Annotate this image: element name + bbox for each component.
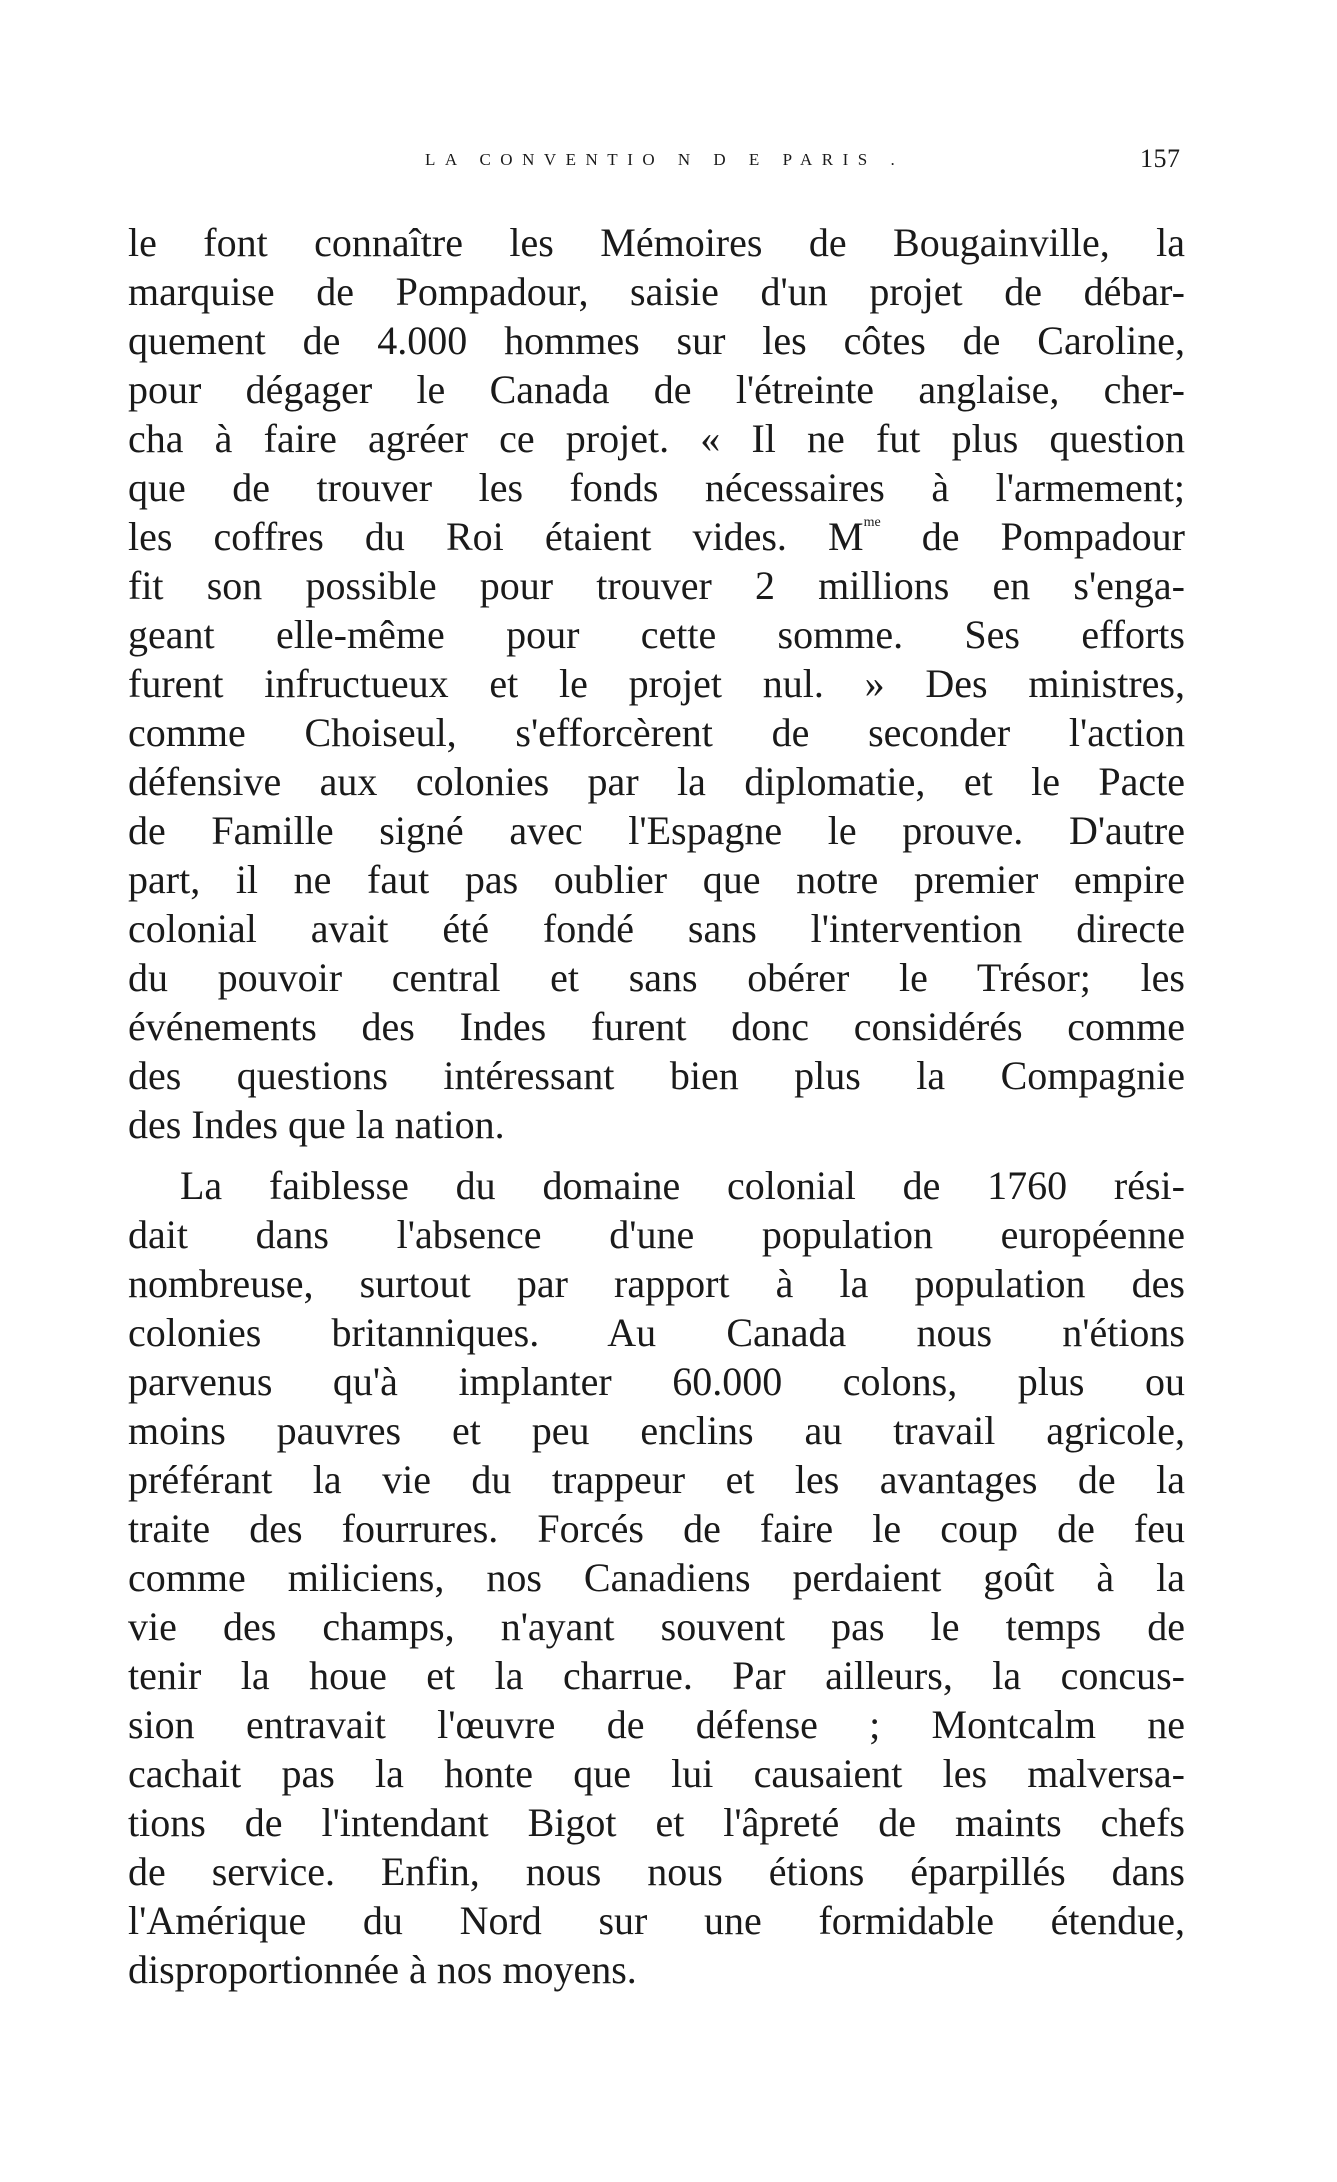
text-line: disproportionnée à nos moyens. [128,1947,637,1992]
paragraph-2 [128,1161,1185,1994]
page-number: 157 [1140,144,1181,173]
text-line: fit son possible pour trouver 2 millions en s'enga- [128,563,1185,608]
text-line: moins pauvres et peu enclins au travail agricole, [128,1408,1185,1453]
text-line: cha à faire agréer ce projet. « Il ne fut plus question [128,416,1185,461]
text-line: colonial avait été fondé sans l'intervention directe [128,906,1185,951]
text-line: nombreuse, surtout par rapport à la population des [128,1261,1185,1306]
text-line: La faiblesse du domaine colonial de 1760 rési- [180,1163,1185,1208]
text-line: cachait pas la honte que lui causaient les malversa- [128,1751,1185,1796]
text-line: furent infructueux et le projet nul. » Des ministres, [128,661,1185,706]
text-line: événements des Indes furent donc considérés comme [128,1004,1185,1049]
text-line: pour dégager le Canada de l'étreinte anglaise, cher- [128,367,1185,412]
body-text [128,218,1185,1994]
text-line: traite des fourrures. Forcés de faire le coup de feu [128,1506,1185,1551]
text-line: que de trouver les fonds nécessaires à l'armement; [128,465,1185,510]
text-fragment: les coffres du Roi étaient vides. M [128,514,864,559]
running-title: LA CONVENTIO N D E PARIS . [425,150,905,169]
text-fragment: de Pompadour [880,514,1185,559]
paragraph-1 [128,218,1185,1149]
text-line: tenir la houe et la charrue. Par ailleurs, la concus- [128,1653,1185,1698]
text-line [128,512,1185,561]
text-line: du pouvoir central et sans obérer le Trésor; les [128,955,1185,1000]
text-line: tions de l'intendant Bigot et l'âpreté de maints chefs [128,1800,1185,1845]
text-line: de Famille signé avec l'Espagne le prouve. D'autre [128,808,1185,853]
text-line: vie des champs, n'ayant souvent pas le temps de [128,1604,1185,1649]
text-line: le font connaître les Mémoires de Bougainville, la [128,220,1185,265]
text-line: quement de 4.000 hommes sur les côtes de Caroline, [128,318,1185,363]
text-line: des questions intéressant bien plus la Compagnie [128,1053,1185,1098]
running-header [0,144,1337,178]
text-line: marquise de Pompadour, saisie d'un projet de débar- [128,269,1185,314]
text-line: colonies britanniques. Au Canada nous n'étions [128,1310,1185,1355]
text-line: parvenus qu'à implanter 60.000 colons, plus ou [128,1359,1185,1404]
paragraph-gap [128,1149,1185,1161]
superscript: me [863,515,881,530]
text-line: des Indes que la nation. [128,1102,505,1147]
text-line: préférant la vie du trappeur et les avantages de la [128,1457,1185,1502]
text-line: sion entravait l'œuvre de défense ; Montcalm ne [128,1702,1185,1747]
text-line: geant elle-même pour cette somme. Ses efforts [128,612,1185,657]
text-line: comme miliciens, nos Canadiens perdaient goût à la [128,1555,1185,1600]
text-line: dait dans l'absence d'une population européenne [128,1212,1185,1257]
text-line: de service. Enfin, nous nous étions éparpillés dans [128,1849,1185,1894]
text-line: comme Choiseul, s'efforcèrent de seconder l'action [128,710,1185,755]
text-line: l'Amérique du Nord sur une formidable étendue, [128,1898,1185,1943]
text-line: défensive aux colonies par la diplomatie, et le Pacte [128,759,1185,804]
text-line: part, il ne faut pas oublier que notre premier empire [128,857,1185,902]
